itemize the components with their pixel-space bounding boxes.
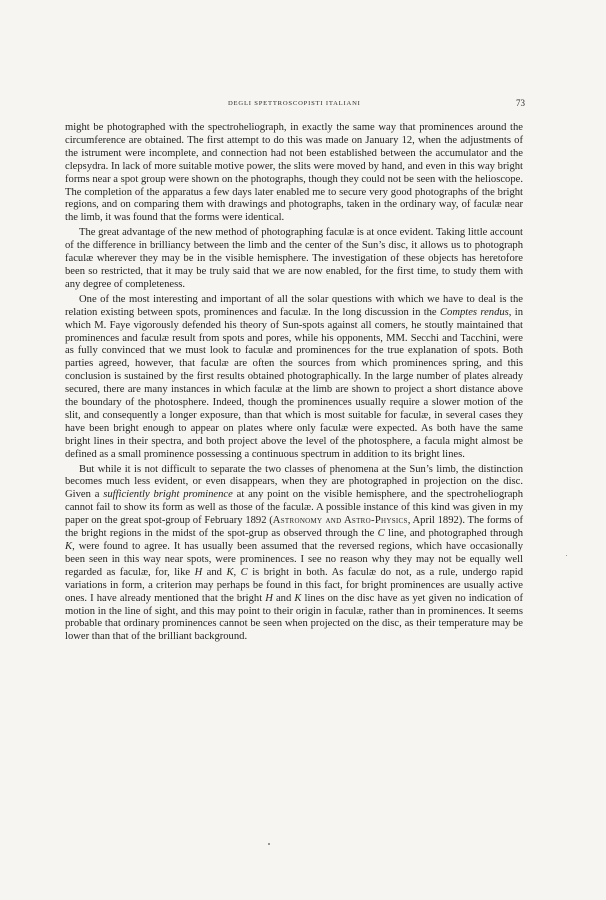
paragraph-4-text-3: , April 1892). The forms of the bright regions in the midst of the spot-grup as observed through the bbox=[65, 515, 523, 540]
paragraph-2-text: The great advantage of the new method of photographing faculæ is at once evident. Taking little account of the difference in brilliancy between the limb and the center of the Sun’s disc, it allows us to photograph faculæ wherever they may be in the visible hemisphere. The investigation of these objects has heretofore been so restricted, that it may be truly said that we are now enabled, for the first time, to study them with any degree of completeness. bbox=[65, 227, 523, 290]
line-k: K bbox=[226, 566, 234, 578]
paragraph-4-text-2: at any point on the visible hemisphere, and the spectroheliograph cannot fail to show its form as well as those of the faculæ. A possible instance of this kind was given in my paper on the great spot-group of February 1892 ( bbox=[65, 489, 523, 527]
paragraph-1 bbox=[65, 122, 523, 225]
paragraph-3-text-a: One of the most interesting and important of all the solar questions with which we have to deal is the relation existing between spots, prominences and faculæ. In the long discussion in the bbox=[65, 293, 523, 318]
line-k: K bbox=[65, 541, 73, 552]
line-c: C bbox=[240, 566, 248, 578]
paragraph-4-text-6: and bbox=[202, 566, 227, 578]
comptes-rendus-title: Comptes rendus bbox=[439, 306, 509, 318]
journal-title: Astronomy and Astro-Physics bbox=[272, 515, 408, 527]
paper-speck bbox=[268, 843, 270, 845]
line-k: K bbox=[294, 592, 302, 604]
emphasis-bright-prominence: sufficiently bright prominence bbox=[103, 489, 233, 501]
paragraph-4-text-5: , were found to agree. It has usually been assumed that the reversed regions, which have occasionally been seen in this way near spots, were prominences. I see no reason why they may not be equally well regarded as faculæ, for, like bbox=[65, 541, 523, 578]
paper-speck bbox=[566, 555, 567, 556]
page-number: 73 bbox=[516, 98, 525, 108]
paragraph-3 bbox=[65, 294, 523, 462]
paragraph-4-text-10: lines on the disc have as yet given no indication of motion in the line of sight, and this may point to their origin in faculæ, rather than in prominences. It seems probable that ordinary prominences cannot be seen when projected on the disc, as their temperature may be lower than that of the brilliant background. bbox=[65, 592, 523, 643]
paragraph-4-text-8: is bright in both. As faculæ do not, as a rule, undergo rapid variations in form, a criterion may perhaps be found in this fact, for bright prominences are usually active ones. I have already mentioned that the bright bbox=[65, 566, 524, 604]
paragraph-4-text-4: line, and photographed through bbox=[384, 528, 523, 540]
paragraph-2 bbox=[65, 227, 523, 292]
paragraph-4-text-9: and bbox=[272, 592, 295, 604]
running-title: DEGLI SPETTROSCOPISTI ITALIANI bbox=[228, 100, 361, 107]
paragraph-4-text-7: , bbox=[233, 566, 241, 578]
paragraph-1-text: might be photographed with the spectroheliograph, in exactly the same way that prominences around the circumference are obtained. The first attempt to do this was made on January 12, when the adjustments of the istrument were incomplete, and connection had not been established between the accumulator and the clepsydra. In lack of more suitable motive power, the slits were moved by hand, and even in this way bright forms near a spot group were shown on the photographs, though they could not be seen with the helioscope. The completion of the apparatus a few days later enabled me to secure very good photographs of the bright regions, and on comparing them with drawings and photographs, taken in the ordinary way, of faculæ near the limb, it was found that the forms were identical. bbox=[65, 122, 523, 224]
paragraph-3-text-b: , in which M. Faye vigorously defended his theory of Sun-spots against all comers, he stoutly maintained that prominences and faculæ result from spots and pores, while his opponents, MM. Secchi and Tacchini, were as fully convinced that we must look to faculæ and prominences for the true explanation of spots. Both parties agreed, however, that faculæ are often the sources from which prominences spring, and this conclusion is sustained by the first results obtained photographically. In the large number of plates already secured, there are many instances in which faculæ at the limb are shown to project a short distance above the boundary of the photosphere. Indeed, though the prominences usually require a slower motion of the slit, and consequently a longer exposure, than that which is most suitable for faculæ, in several cases they have been bright enough to appear on plates where only faculæ were expected. As both have the same bright lines in their spectra, and both project above the level of the photosphere, a facula might almost be defined as a small prominence possessing a continuous spectrum in addition to its bright lines. bbox=[65, 306, 523, 460]
line-h: H bbox=[194, 566, 203, 578]
line-c: C bbox=[377, 528, 385, 540]
paragraph-4-text-1: But while it is not difficult to separate the two classes of phenomena at the Sun’s limb, the distinction becomes much less evident, or even disappears, when they are photographed in projection on the disc. Given a bbox=[65, 463, 523, 501]
paragraph-4 bbox=[65, 464, 523, 645]
line-h: H bbox=[265, 592, 273, 604]
body-text bbox=[65, 122, 523, 644]
